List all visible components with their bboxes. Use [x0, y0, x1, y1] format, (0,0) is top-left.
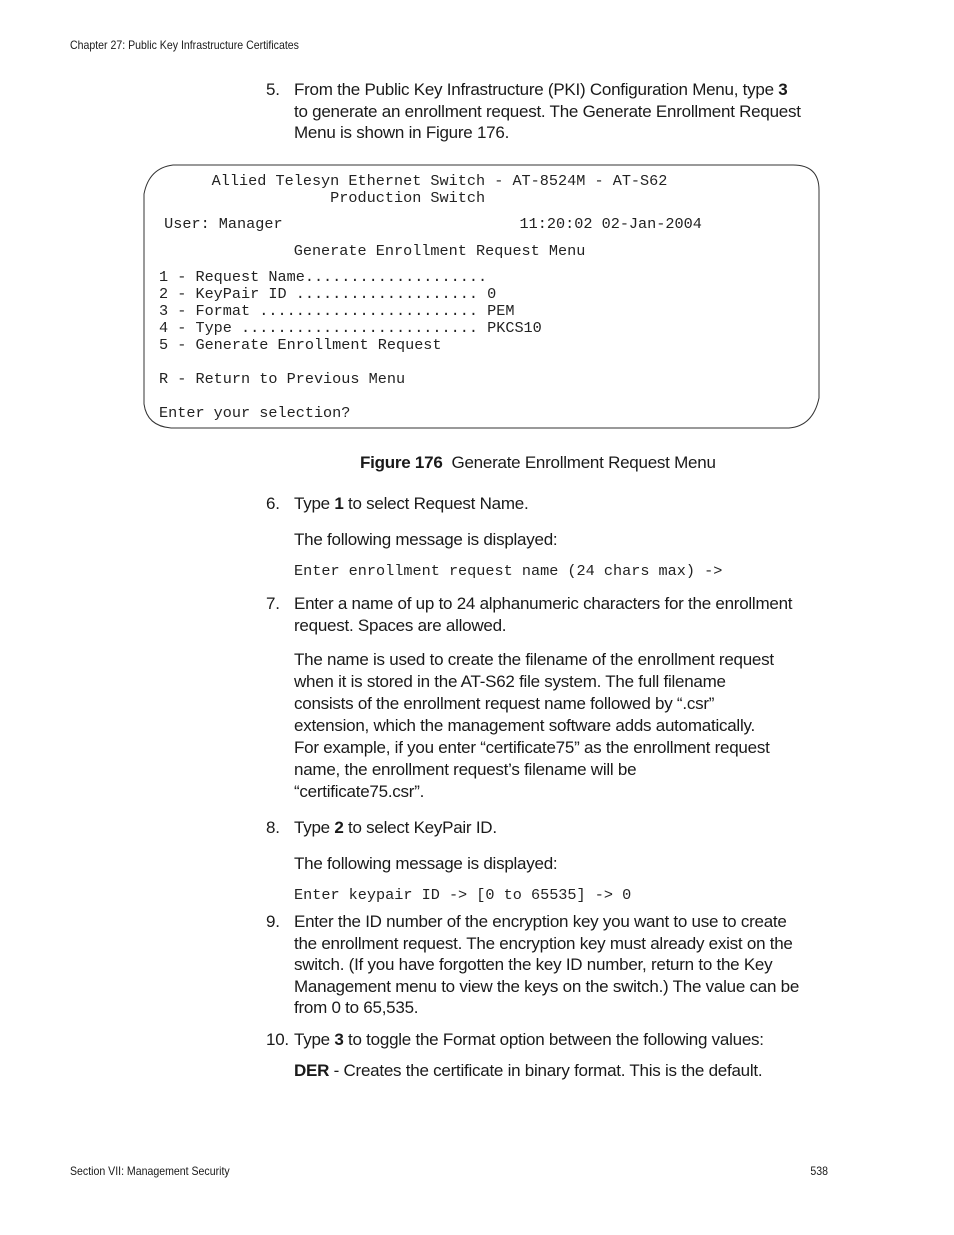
step-number: 8. — [266, 818, 280, 837]
step-number: 9. — [266, 912, 280, 931]
step-text-line: Enter the ID number of the encryption key you want to use to create — [294, 912, 787, 931]
paragraph-line: extension, which the management software adds automatically. — [294, 716, 755, 735]
step-text: to select KeyPair ID. — [343, 818, 497, 837]
paragraph-line: consists of the enrollment request name followed by “.csr” — [294, 694, 715, 713]
screen-menu-item: 2 - KeyPair ID .................... 0 — [159, 285, 497, 303]
paragraph-line: “certificate75.csr”. — [294, 782, 425, 801]
der-description: - Creates the certificate in binary format. This is the default. — [329, 1061, 763, 1080]
step-number: 7. — [266, 594, 280, 613]
step-text: to toggle the Format option between the following values: — [343, 1030, 764, 1049]
screen-menu-item: 4 - Type .......................... PKCS10 — [159, 319, 542, 337]
figure-title: Generate Enrollment Request Menu — [442, 453, 716, 472]
terminal-screen-figure — [143, 164, 819, 428]
screen-menu-item: 5 - Generate Enrollment Request — [159, 336, 442, 354]
step-text: Type — [294, 1030, 335, 1049]
screen-subtitle-line: Production Switch — [157, 189, 486, 207]
footer-section: Section VII: Management Security — [70, 1164, 230, 1178]
screen-menu-item: 3 - Format ........................ PEM — [159, 302, 515, 320]
paragraph-line: The name is used to create the filename of the enrollment request — [294, 650, 774, 669]
paragraph-line: For example, if you enter “certificate75” as the enrollment request — [294, 738, 770, 757]
filename-paragraph — [294, 649, 834, 803]
running-head: Chapter 27: Public Key Infrastructure Certificates — [70, 38, 299, 52]
step-text: Type — [294, 494, 335, 513]
step-number: 10. — [266, 1030, 289, 1049]
step-text: Type — [294, 818, 335, 837]
step-text-line: Enter a name of up to 24 alphanumeric characters for the enrollment — [294, 594, 793, 613]
code-prompt-name: Enter enrollment request name (24 chars max) -> — [294, 562, 723, 580]
page-number: 538 — [810, 1164, 828, 1178]
der-definition — [294, 1060, 834, 1082]
step-text-line: the enrollment request. The encryption key must already exist on the — [294, 933, 793, 953]
step-text-line: switch. (If you have forgotten the key ID number, return to the Key — [294, 955, 773, 974]
step-text-line: from 0 to 65,535. — [294, 998, 419, 1017]
step-key: 3 — [334, 1030, 344, 1049]
screen-menu-item: 1 - Request Name.................... — [159, 268, 488, 286]
der-term: DER — [294, 1061, 330, 1080]
screen-return-item: R - Return to Previous Menu — [159, 370, 406, 388]
step-number: 6. — [266, 494, 280, 513]
step-key: 2 — [334, 818, 344, 837]
step-number: 5. — [266, 80, 280, 99]
screen-title-line: Allied Telesyn Ethernet Switch - AT-8524M - AT-S62 — [157, 172, 668, 190]
figure-caption — [360, 453, 716, 473]
figure-label: Figure 176 — [360, 453, 443, 472]
message-intro: The following message is displayed: — [294, 854, 558, 873]
message-intro: The following message is displayed: — [294, 530, 558, 549]
step-key: 1 — [334, 494, 344, 513]
step-text-line: request. Spaces are allowed. — [294, 615, 507, 635]
step-text-line: Menu is shown in Figure 176. — [294, 123, 510, 142]
screen-prompt: Enter your selection? — [159, 404, 351, 422]
step-text: From the Public Key Infrastructure (PKI) Configuration Menu, type — [294, 80, 779, 99]
paragraph-line: name, the enrollment request’s filename will be — [294, 760, 637, 779]
paragraph-line: when it is stored in the AT-S62 file system. The full filename — [294, 672, 726, 691]
step-text: to select Request Name. — [343, 494, 529, 513]
step-text-line: to generate an enrollment request. The Generate Enrollment Request — [294, 101, 801, 121]
step-text-line: Management menu to view the keys on the switch.) The value can be — [294, 976, 800, 996]
step-key: 3 — [778, 80, 788, 99]
code-prompt-keypair: Enter keypair ID -> [0 to 65535] -> 0 — [294, 886, 632, 904]
screen-menu-title: Generate Enrollment Request Menu — [157, 242, 586, 260]
screen-user-line: User: Manager 11:20:02 02-Jan-2004 — [155, 215, 702, 233]
